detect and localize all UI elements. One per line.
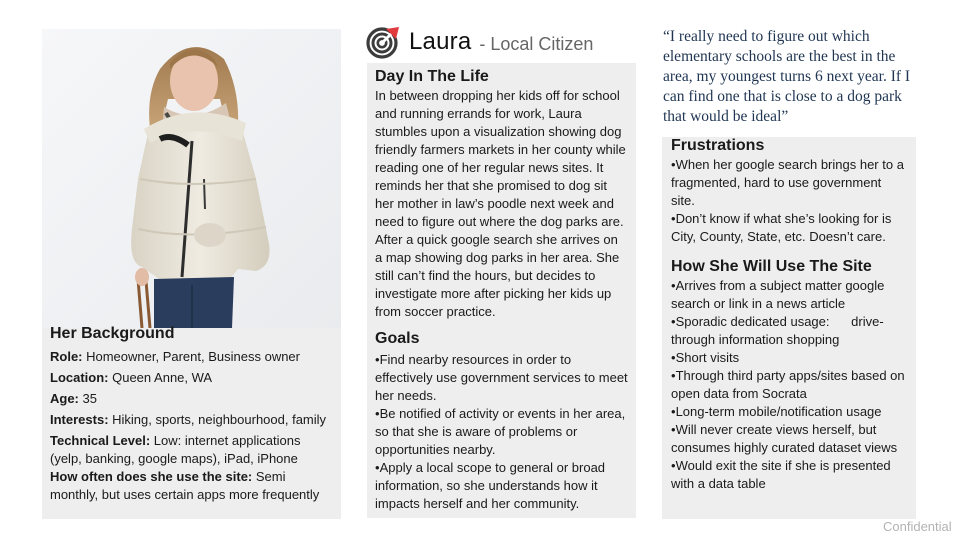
site-usage-title: How She Will Use The Site [671,258,872,275]
technical-level-label: Technical Level: [50,433,151,448]
day-in-life-section [367,63,636,319]
background-technical-level [50,432,333,468]
day-in-life-title: Day In The Life [375,68,489,85]
background-age [50,390,333,408]
persona-quote: “I really need to figure out which elementary schools are the best in the area, my youngest turns 6 next year. If I can find one that is close to a dog park that would be ideal” [663,28,911,125]
target-icon [366,25,400,59]
age-label: Age: [50,391,79,406]
persona-name: Laura [409,28,472,55]
confidential-label: Confidential [883,519,952,534]
persona-header [366,24,593,60]
background-location [50,369,333,387]
usage-frequency-value: Semi monthly, but uses certain apps more frequently [50,469,320,502]
location-value: Queen Anne, WA [108,370,213,385]
frustration-item: • Don’t know if what she’s looking for is City, County, State, etc. Doesn’t care. [671,210,907,246]
site-usage-item: • Through third party apps/sites based on open data from Socrata [671,367,907,403]
site-usage-item: • Will never create views herself, but consumes highly curated dataset views [671,421,907,457]
background-title: Her Background [50,325,175,342]
frustrations-list [671,156,907,246]
day-in-life-text: In between dropping her kids off for school and running errands for work, Laura stumbles upon a visualization showing dog friendly farmers markets in her county while reading one of her regular news sites. It reminds her that she promised to dog sit her mother in law’s poodle next week and need to figure out where the dog parks are. After a quick google search she arrives on a map showing dog parks in her area. She still can’t find the hours, but decides to investigate more after picking her kids up from soccer practice. [375,88,626,319]
role-label: Role: [50,349,83,364]
frustrations-usage-section [662,137,916,519]
goals-section [367,319,636,518]
site-usage-item: • Arrives from a subject matter google search or link in a news article [671,277,907,313]
persona-photo-illustration [42,29,341,328]
site-usage-item: • Short visits [671,349,907,367]
location-label: Location: [50,370,109,385]
background-role [50,348,333,366]
role-value: Homeowner, Parent, Business owner [82,349,300,364]
goal-item: • Be notified of activity or events in her area, so that she is aware of problems or opportunities nearby. [375,405,628,459]
background-interests [50,411,333,429]
background-usage-frequency [50,468,333,504]
interests-value: Hiking, sports, neighbourhood, family [108,412,327,427]
site-usage-item: • Would exit the site if she is presented with a data table [671,457,907,493]
site-usage-item: • Long-term mobile/notification usage [671,403,907,421]
age-value: 35 [78,391,97,406]
goals-title: Goals [375,330,420,347]
site-usage-list [671,277,907,493]
goal-item: • Apply a local scope to general or broad information, so she understands how it impacts herself and her community. [375,459,628,513]
interests-label: Interests: [50,412,109,427]
usage-frequency-label: How often does she use the site: [50,469,253,484]
site-usage-item: • Sporadic dedicated usage: drive-through information shopping [671,313,907,349]
frustrations-title: Frustrations [671,137,765,154]
frustration-item: • When her google search brings her to a fragmented, hard to use government site. [671,156,907,210]
background-section [42,325,341,519]
goals-list [375,351,628,513]
persona-role: - Local Citizen [479,33,594,54]
persona-photo [42,29,341,328]
goal-item: • Find nearby resources in order to effectively use government services to meet her needs. [375,351,628,405]
technical-level-value: Low: internet applications (yelp, banking, google maps), iPad, iPhone [50,433,301,466]
